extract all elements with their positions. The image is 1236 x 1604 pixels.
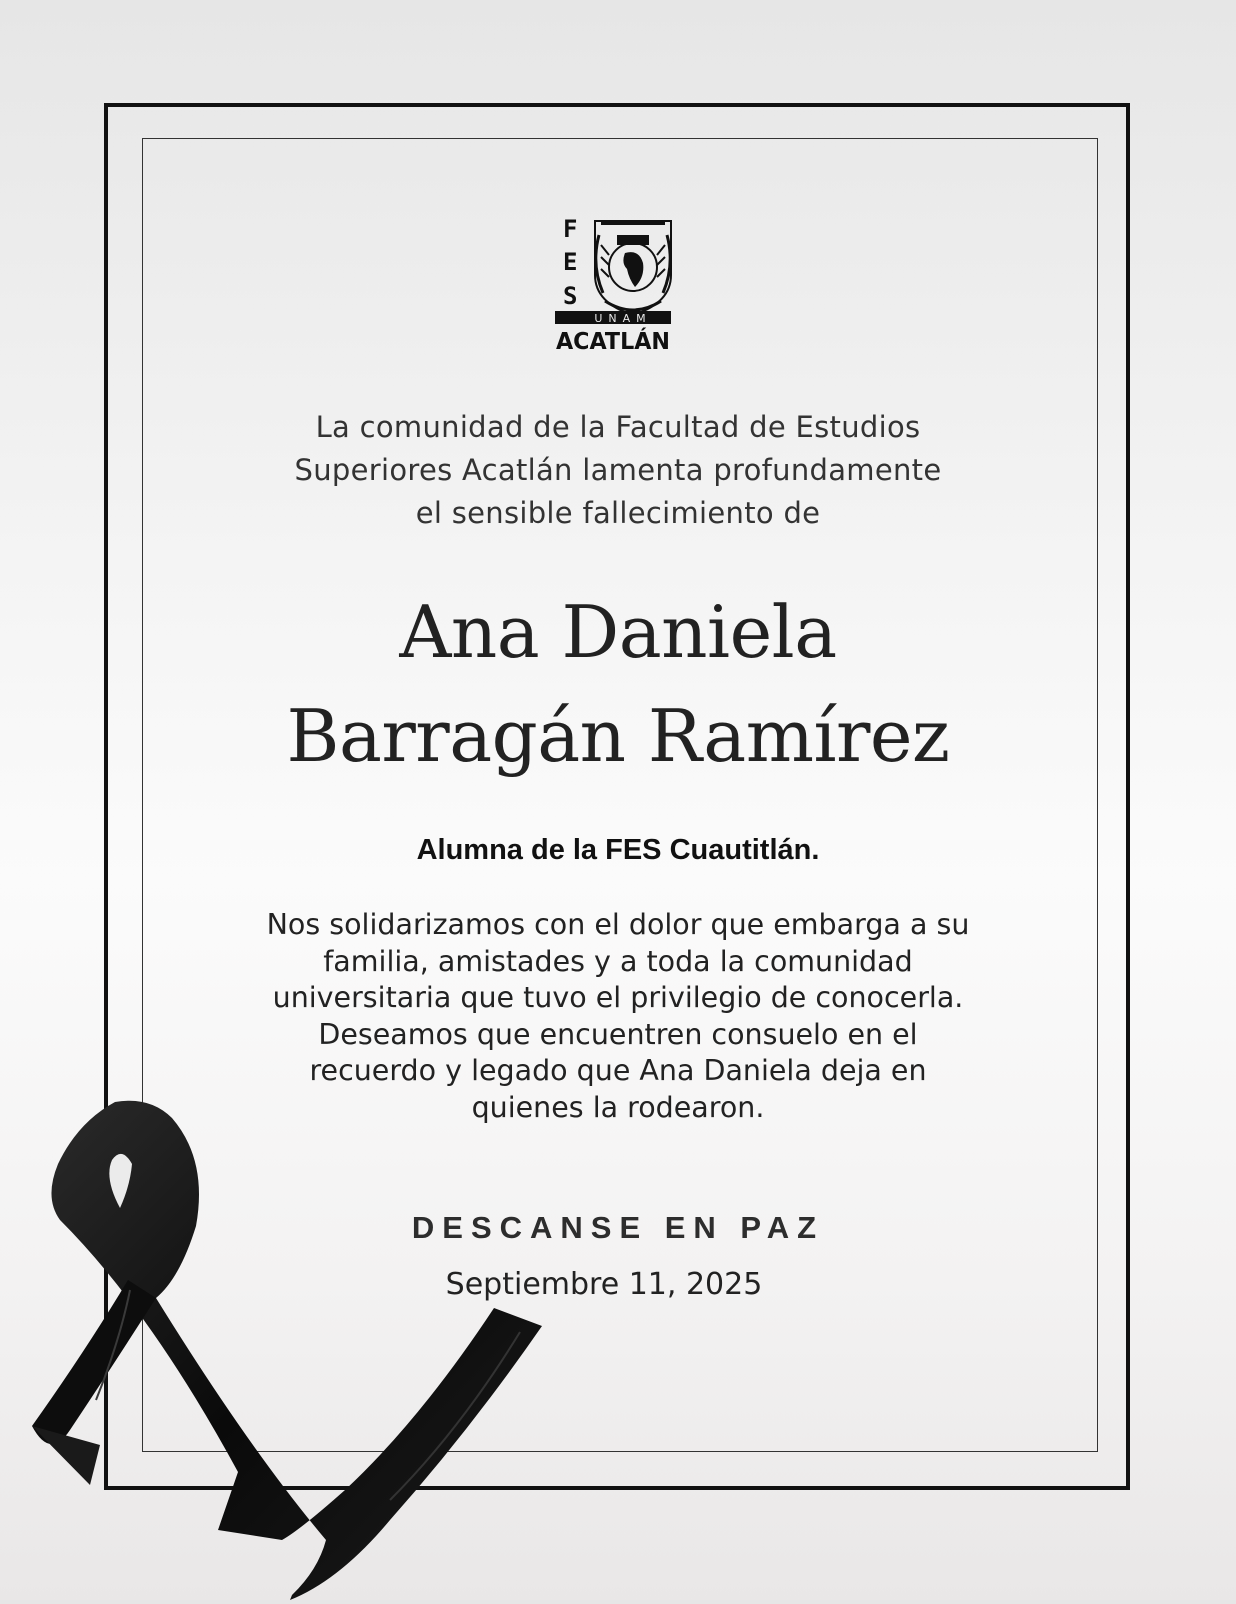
name-line-last: Barragán Ramírez [286,694,950,778]
affiliation-subtitle: Alumna de la FES Cuautitlán. [416,834,820,866]
condolence-message: Nos solidarizamos con el dolor que embarga a su familia, amistades y a toda la comunidad universitaria que tuvo el privilegio de conocerla. Deseamos que encuentren consuelo en el recuerdo y legado que Ana Daniela deja en quienes la rodearon. [266,908,970,1124]
rest-in-peace-heading: DESCANSE EN PAZ [411,1210,825,1245]
svg-text:ACATLÁN: ACATLÁN [556,329,675,355]
mourning-ribbon-icon [0,1100,560,1600]
deceased-name [170,580,1066,788]
svg-text:F: F [563,215,578,243]
svg-text:E: E [563,248,578,276]
intro-paragraph: La comunidad de la Facultad de Estudios Superiores Acatlán lamenta profundamente el sensible fallecimiento de [294,410,942,530]
unam-coat-of-arms-icon [595,221,671,315]
notice-date: Septiembre 11, 2025 [445,1267,763,1302]
svg-text:S: S [563,282,578,310]
fes-acatlan-logo [555,215,685,355]
svg-text:UNAM: UNAM [594,312,652,325]
name-line-first: Ana Daniela [399,590,837,674]
